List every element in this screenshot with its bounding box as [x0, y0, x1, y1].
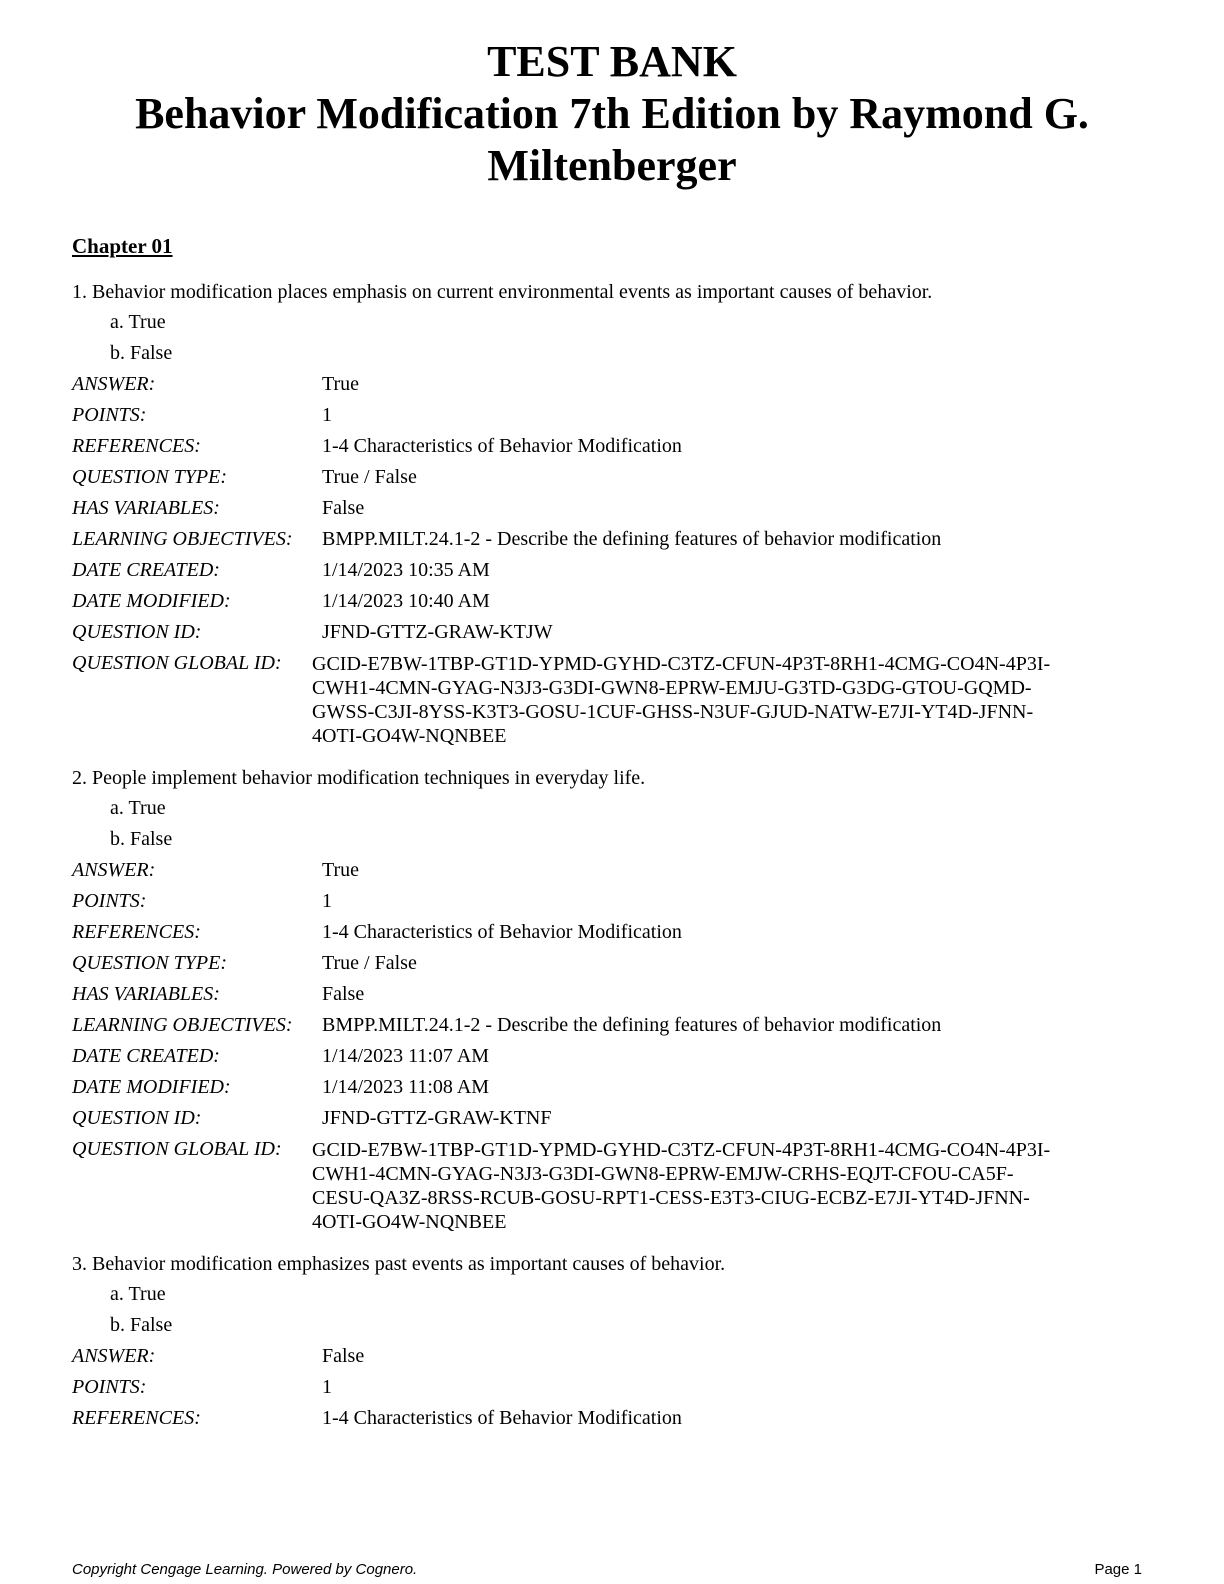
question-type-label: QUESTION TYPE:	[72, 466, 228, 488]
date-created-label: DATE CREATED:	[72, 1045, 220, 1067]
points-value: 1	[322, 890, 332, 912]
global-id-line: GCID-E7BW-1TBP-GT1D-YPMD-GYHD-C3TZ-CFUN-4P3T-8RH1-4CMG-CO4N-4P3I-	[312, 653, 1051, 675]
references-row	[72, 917, 1162, 948]
question-global-id-value	[312, 1134, 1162, 1234]
date-created-label: DATE CREATED:	[72, 559, 220, 581]
learning-objectives-label: LEARNING OBJECTIVES:	[72, 528, 293, 550]
references-label: REFERENCES:	[72, 921, 201, 943]
date-created-row	[72, 555, 1162, 586]
title-line-2: Behavior Modification 7th Edition by Raymond G.	[135, 89, 1089, 138]
references-label: REFERENCES:	[72, 435, 201, 457]
answer-label: ANSWER:	[72, 859, 156, 881]
learning-objectives-label: LEARNING OBJECTIVES:	[72, 1014, 293, 1036]
question-id-row	[72, 617, 1162, 648]
question-id-value: JFND-GTTZ-GRAW-KTJW	[322, 621, 553, 643]
global-id-line: GCID-E7BW-1TBP-GT1D-YPMD-GYHD-C3TZ-CFUN-4P3T-8RH1-4CMG-CO4N-4P3I-	[312, 1139, 1051, 1161]
answer-row	[72, 855, 1162, 886]
question-type-row	[72, 948, 1162, 979]
date-modified-value: 1/14/2023 11:08 AM	[322, 1076, 490, 1098]
answer-value: True	[322, 373, 360, 395]
question-text: 2. People implement behavior modification techniques in everyday life.	[72, 767, 646, 789]
option-a: a. True	[110, 797, 166, 819]
points-row	[72, 886, 1162, 917]
learning-objectives-value: BMPP.MILT.24.1-2 - Describe the defining features of behavior modification	[322, 1014, 942, 1036]
global-id-line: GWSS-C3JI-8YSS-K3T3-GOSU-1CUF-GHSS-N3UF-GJUD-NATW-E7JI-YT4D-JFNN-	[312, 701, 1034, 723]
title-line-3: Miltenberger	[487, 141, 737, 190]
has-variables-row	[72, 493, 1162, 524]
question-type-value: True / False	[322, 466, 417, 488]
date-modified-row	[72, 1072, 1162, 1103]
answer-label: ANSWER:	[72, 373, 156, 395]
question-global-id-value	[312, 648, 1162, 748]
global-id-line: 4OTI-GO4W-NQNBEE	[312, 725, 507, 747]
global-id-line: CESU-QA3Z-8RSS-RCUB-GOSU-RPT1-CESS-E3T3-CIUG-ECBZ-E7JI-YT4D-JFNN-	[312, 1187, 1030, 1209]
question-global-id-label: QUESTION GLOBAL ID:	[72, 652, 282, 674]
global-id-line: CWH1-4CMN-GYAG-N3J3-G3DI-GWN8-EPRW-EMJW-CRHS-EQJT-CFOU-CA5F-	[312, 1163, 1014, 1185]
option-a: a. True	[110, 1283, 166, 1305]
option-b: b. False	[110, 828, 173, 850]
references-value: 1-4 Characteristics of Behavior Modification	[322, 435, 682, 457]
question-id-value: JFND-GTTZ-GRAW-KTNF	[322, 1107, 552, 1129]
title-line-1: TEST BANK	[487, 37, 737, 86]
has-variables-value: False	[322, 983, 365, 1005]
references-row	[72, 1403, 1162, 1434]
question-3	[72, 1250, 1162, 1434]
question-global-id-row	[72, 648, 1162, 748]
date-modified-row	[72, 586, 1162, 617]
page-number: Page 1	[1094, 1561, 1142, 1578]
has-variables-value: False	[322, 497, 365, 519]
question-id-label: QUESTION ID:	[72, 1107, 202, 1129]
option-b: b. False	[110, 1314, 173, 1336]
answer-value: True	[322, 859, 360, 881]
answer-row	[72, 369, 1162, 400]
points-label: POINTS:	[72, 1376, 147, 1398]
global-id-line: 4OTI-GO4W-NQNBEE	[312, 1211, 507, 1233]
question-list	[72, 278, 1162, 1450]
date-created-row	[72, 1041, 1162, 1072]
question-text: 1. Behavior modification places emphasis on current environmental events as important causes of behavior.	[72, 281, 933, 303]
answer-row	[72, 1341, 1162, 1372]
question-global-id-row	[72, 1134, 1162, 1234]
chapter-heading: Chapter 01	[72, 234, 173, 258]
learning-objectives-row	[72, 1010, 1162, 1041]
answer-value: False	[322, 1345, 365, 1367]
learning-objectives-value: BMPP.MILT.24.1-2 - Describe the defining features of behavior modification	[322, 528, 942, 550]
points-row	[72, 400, 1162, 431]
question-1	[72, 278, 1162, 748]
question-2	[72, 764, 1162, 1234]
points-row	[72, 1372, 1162, 1403]
has-variables-label: HAS VARIABLES:	[72, 983, 220, 1005]
references-row	[72, 431, 1162, 462]
footer-copyright: Copyright Cengage Learning. Powered by Cognero.	[72, 1561, 418, 1578]
references-value: 1-4 Characteristics of Behavior Modification	[322, 921, 682, 943]
document-title	[0, 36, 1224, 192]
has-variables-label: HAS VARIABLES:	[72, 497, 220, 519]
page-footer	[72, 1561, 1142, 1578]
answer-label: ANSWER:	[72, 1345, 156, 1367]
question-global-id-label: QUESTION GLOBAL ID:	[72, 1138, 282, 1160]
points-value: 1	[322, 1376, 332, 1398]
date-created-value: 1/14/2023 11:07 AM	[322, 1045, 490, 1067]
references-label: REFERENCES:	[72, 1407, 201, 1429]
question-text: 3. Behavior modification emphasizes past events as important causes of behavior.	[72, 1253, 726, 1275]
question-type-row	[72, 462, 1162, 493]
learning-objectives-row	[72, 524, 1162, 555]
has-variables-row	[72, 979, 1162, 1010]
references-value: 1-4 Characteristics of Behavior Modification	[322, 1407, 682, 1429]
date-created-value: 1/14/2023 10:35 AM	[322, 559, 490, 581]
option-b: b. False	[110, 342, 173, 364]
question-type-label: QUESTION TYPE:	[72, 952, 228, 974]
date-modified-label: DATE MODIFIED:	[72, 1076, 231, 1098]
option-a: a. True	[110, 311, 166, 333]
points-label: POINTS:	[72, 404, 147, 426]
points-value: 1	[322, 404, 332, 426]
question-id-label: QUESTION ID:	[72, 621, 202, 643]
date-modified-label: DATE MODIFIED:	[72, 590, 231, 612]
question-type-value: True / False	[322, 952, 417, 974]
question-id-row	[72, 1103, 1162, 1134]
global-id-line: CWH1-4CMN-GYAG-N3J3-G3DI-GWN8-EPRW-EMJU-G3TD-G3DG-GTOU-GQMD-	[312, 677, 1032, 699]
points-label: POINTS:	[72, 890, 147, 912]
date-modified-value: 1/14/2023 10:40 AM	[322, 590, 490, 612]
